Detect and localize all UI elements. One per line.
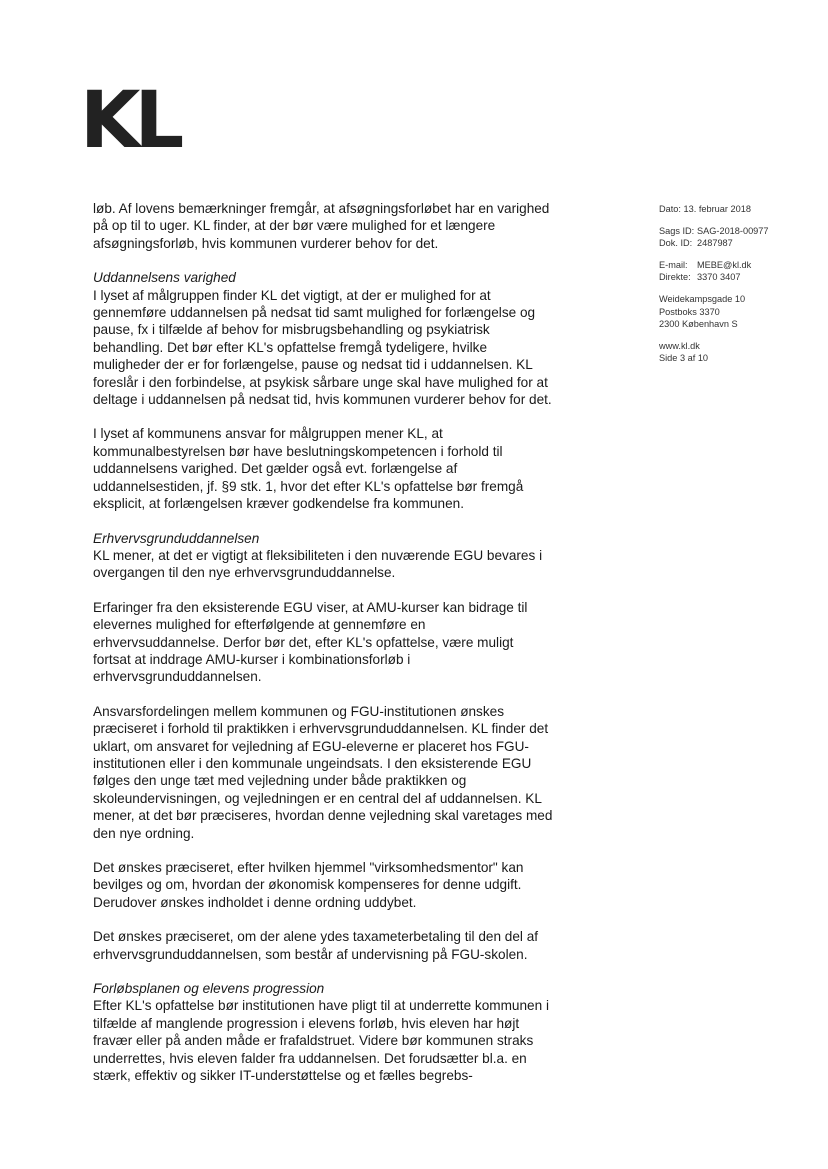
paragraph-7: Det ønskes præciseret, efter hvilken hjemmel "virksomhedsmentor" kan bevilges og om, hvordan der økonomisk kompenseres for denne udgift. Derudover ønskes indholdet i denne ordning uddybet. <box>93 860 524 910</box>
paragraph-8: Det ønskes præciseret, om der alene ydes taxameterbetaling til den del af erhvervsgrunduddannelsen, som består af undervisning på FGU-skolen. <box>93 929 539 962</box>
email-label: E-mail: <box>659 259 688 270</box>
direkte-label: Direkte: <box>659 272 691 283</box>
website-text: www.kl.dk <box>659 340 700 351</box>
address-line-2: Postboks 3370 <box>659 306 720 317</box>
paragraph-4: KL mener, at det er vigtigt at fleksibiliteten i den nuværende EGU bevares i overgangen til den nye erhvervsgrunduddannelse. <box>93 547 543 581</box>
paragraph-9: Efter KL's opfattelse bør institutionen have pligt til at underrette kommunen i tilfælde af manglende progression i elevens forløb, hvis eleven har højt fravær eller på anden måde er frafaldstruet. Videre bør kommunen straks underrettes, hvis eleven falder fra uddannelsen. Det forudsætter bl.a. en stærk, effektiv og sikker IT-understøttelse og et fælles begrebs- <box>93 998 549 1084</box>
address-line-1: Weidekampsgade 10 <box>659 293 746 304</box>
kl-logo: KL <box>80 76 179 166</box>
sags-id-value: SAG-2018-00977 <box>697 225 769 236</box>
document-metadata <box>659 203 819 374</box>
paragraph-2: I lyset af målgruppen finder KL det vigtigt, at der er mulighed for at gennemføre uddannelsen på nedsat tid samt mulighed for forlængelse og pause, fx i tilfælde af behov for misbrugsbehandling og psykiatrisk behandling. Det bør efter KL's opfattelse fremgå tydeligere, hvilke muligheder der er for forlængelse, pause og nedsat tid i uddannelsen. KL foreslår i den forbindelse, at psykisk sårbare unge skal have mulighed for at deltage i uddannelsen på nedsat tid, hvis kommunen vurderer behov for det. <box>93 287 552 408</box>
paragraph-6: Ansvarsfordelingen mellem kommunen og FGU-institutionen ønskes præciseret i forhold til praktikken i erhvervsgrunduddannelsen. KL finder det uklart, om ansvaret for vejledning af EGU-eleverne er placeret hos FGU-institutionen eller i den kommunale ungeindsats. I den eksisterende EGU følges den unge tæt med vejledning under både praktikken og skoleundervisningen, og vejledningen er en central del af uddannelsen. KL mener, at det bør præciseres, hvordan denne vejledning skal varetages med den nye ordning. <box>93 703 553 841</box>
date-text: Dato: 13. februar 2018 <box>659 204 751 214</box>
letter-body <box>93 200 553 1101</box>
email-value: MEBE@kl.dk <box>697 259 752 270</box>
sags-id-label: Sags ID: <box>659 225 695 236</box>
paragraph-1: løb. Af lovens bemærkninger fremgår, at afsøgningsforløbet har en varighed på op til to uger. KL finder, at der bør være mulighed for et længere afsøgningsforløb, hvis kommunen vurderer behov for det. <box>93 201 550 251</box>
paragraph-3: I lyset af kommunens ansvar for målgruppen mener KL, at kommunalbestyrelsen bør have beslutningskompetencen i forhold til uddannelsens varighed. Det gælder også evt. forlængelse af uddannelsestiden, jf. §9 stk. 1, hvor det efter KL's opfattelse bør fremgå eksplicit, at forlængelsen kræver godkendelse fra kommunen. <box>93 426 524 512</box>
paragraph-5: Erfaringer fra den eksisterende EGU viser, at AMU-kurser kan bidrage til elevernes mulighed for efterfølgende at gennemføre en erhvervsuddannelse. Derfor bør det, efter KL's opfattelse, være muligt fortsat at inddrage AMU-kurser i kombinationsforløb i erhvervsgrunduddannelsen. <box>93 599 528 685</box>
heading-erhvervsgrunduddannelsen: Erhvervsgrunduddannelsen <box>93 530 260 546</box>
page-number: Side 3 af 10 <box>659 353 709 364</box>
dok-id-label: Dok. ID: <box>659 238 693 249</box>
dok-id-value: 2487987 <box>697 238 733 249</box>
address-line-3: 2300 København S <box>659 319 738 330</box>
heading-uddannelsens-varighed: Uddannelsens varighed <box>93 270 236 286</box>
direkte-value: 3370 3407 <box>697 272 741 283</box>
heading-forloebsplanen: Forløbsplanen og elevens progression <box>93 981 325 997</box>
